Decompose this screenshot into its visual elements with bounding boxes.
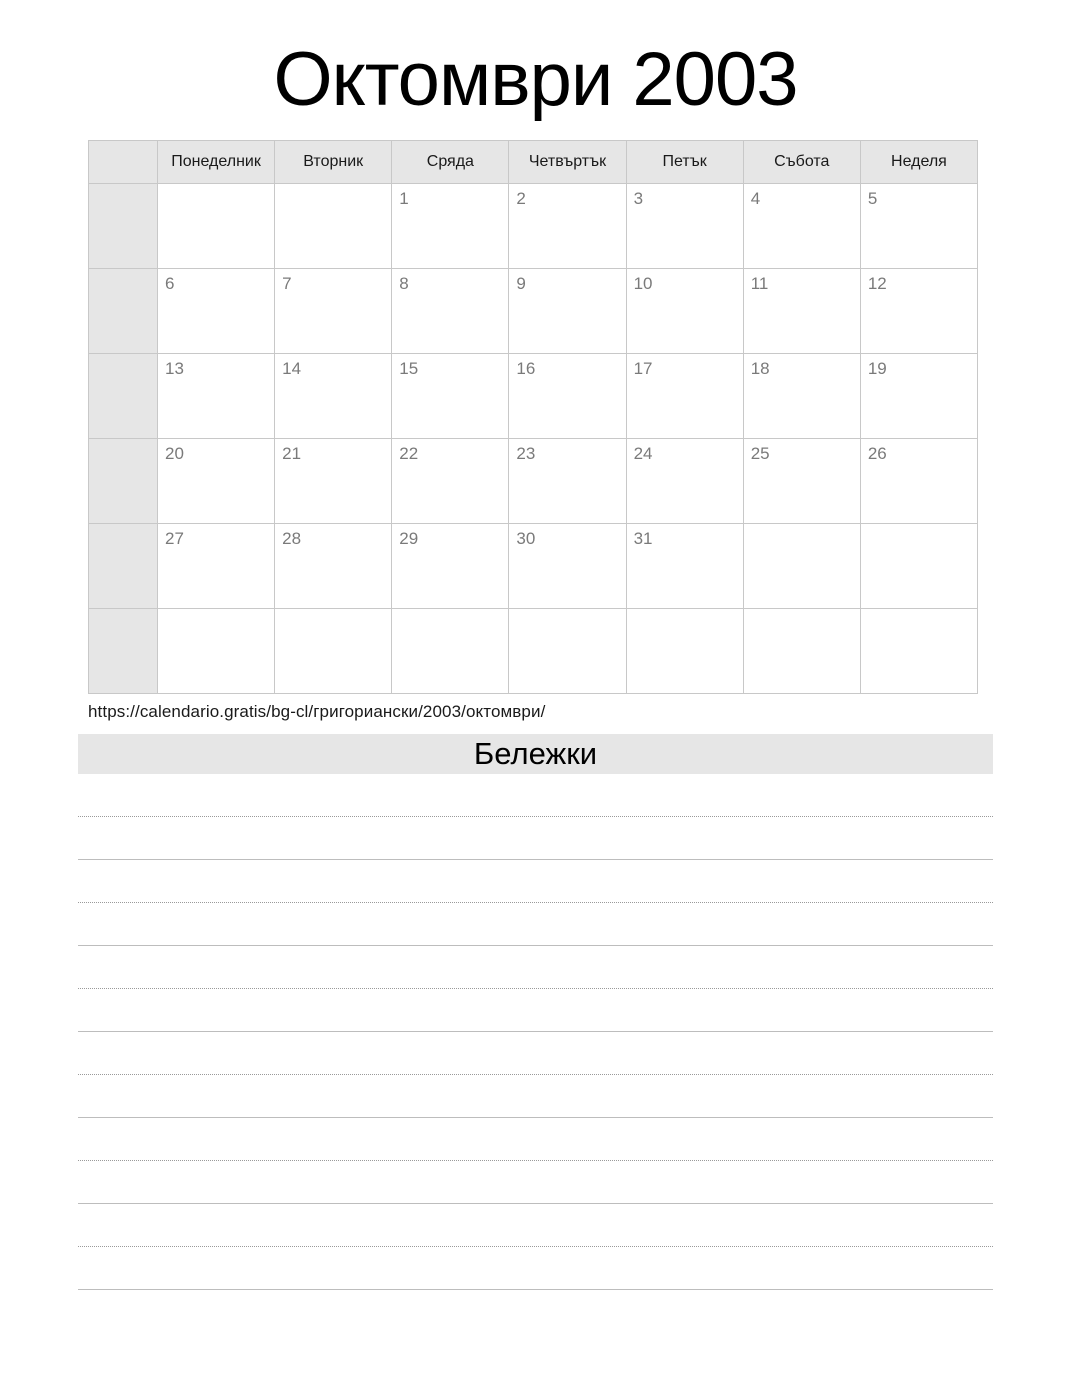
notes-line[interactable] [78,1075,993,1118]
day-number: 10 [633,274,653,293]
day-cell[interactable] [392,269,509,354]
day-cell[interactable] [392,184,509,269]
day-cell[interactable] [158,439,275,524]
day-cell[interactable] [626,439,743,524]
week-gutter-header [89,141,158,184]
calendar-week-row [89,184,978,269]
week-gutter-cell [89,524,158,609]
day-cell[interactable] [275,609,392,694]
day-cell[interactable] [743,269,860,354]
day-cell[interactable] [626,354,743,439]
day-cell[interactable] [158,524,275,609]
notes-line[interactable] [78,989,993,1032]
day-number: 26 [867,444,887,463]
day-number: 25 [750,444,770,463]
day-cell[interactable] [509,269,626,354]
day-number: 3 [633,189,644,208]
notes-line[interactable] [78,946,993,989]
day-number [158,184,274,190]
day-number: 31 [633,529,653,548]
calendar-container [88,140,978,694]
day-cell[interactable] [743,439,860,524]
day-number: 14 [282,359,302,378]
day-number: 23 [516,444,536,463]
day-number: 11 [750,274,769,293]
calendar-header-row [89,141,978,184]
day-number: 9 [516,274,526,293]
day-cell[interactable] [860,269,977,354]
day-number: 22 [399,444,419,463]
weekday-header-wednesday: Сряда [392,141,509,184]
day-cell[interactable] [158,354,275,439]
day-cell[interactable] [392,439,509,524]
day-number: 8 [399,274,409,293]
day-cell[interactable] [743,184,860,269]
day-number: 12 [867,274,887,293]
notes-line[interactable] [78,1247,993,1290]
day-cell[interactable] [275,269,392,354]
day-cell[interactable] [509,354,626,439]
notes-line[interactable] [78,1118,993,1161]
weekday-header-monday: Понеделник [158,141,275,184]
day-cell[interactable] [275,354,392,439]
day-number: 18 [750,359,770,378]
day-cell[interactable] [275,439,392,524]
day-cell[interactable] [743,609,860,694]
day-number: 28 [282,529,302,548]
day-number: 5 [867,189,878,208]
weekday-header-thursday: Четвъртък [509,141,626,184]
notes-line[interactable] [78,1204,993,1247]
day-cell[interactable] [509,184,626,269]
calendar-table [88,140,978,694]
day-number: 29 [399,529,419,548]
week-gutter-cell [89,269,158,354]
day-cell[interactable] [860,609,977,694]
notes-line[interactable] [78,903,993,946]
day-cell[interactable] [860,184,977,269]
day-cell[interactable] [509,524,626,609]
day-cell[interactable] [509,609,626,694]
day-cell[interactable] [860,354,977,439]
calendar-week-row [89,609,978,694]
week-gutter-cell [89,184,158,269]
day-number: 21 [282,444,302,463]
day-number: 2 [516,189,526,208]
page-title: Октомври 2003 [273,37,798,122]
day-number [392,609,508,615]
day-number: 13 [165,359,184,378]
source-url[interactable]: https://calendario.gratis/bg-cl/григориански/2003/октомври/ [88,702,546,721]
day-cell[interactable] [743,524,860,609]
day-number: 27 [165,529,184,548]
day-number: 1 [399,189,409,208]
day-number [861,524,977,530]
day-cell[interactable] [275,524,392,609]
day-number [861,609,977,615]
week-gutter-cell [89,609,158,694]
notes-line[interactable] [78,1161,993,1204]
day-number [744,524,860,530]
day-number: 30 [516,529,536,548]
notes-heading: Бележки [78,734,993,774]
calendar-week-row [89,439,978,524]
day-cell[interactable] [626,609,743,694]
day-cell[interactable] [743,354,860,439]
notes-line[interactable] [78,1032,993,1075]
day-number: 6 [165,274,175,293]
day-cell[interactable] [626,184,743,269]
day-number: 7 [282,274,292,293]
day-number: 17 [633,359,653,378]
weekday-header-friday: Петък [626,141,743,184]
day-cell[interactable] [392,609,509,694]
day-number [509,609,625,615]
day-cell[interactable] [860,439,977,524]
calendar-week-row [89,354,978,439]
notes-line[interactable] [78,774,993,817]
week-gutter-cell [89,354,158,439]
day-cell[interactable] [509,439,626,524]
day-number [275,184,391,190]
day-number: 20 [165,444,184,463]
day-cell[interactable] [392,354,509,439]
notes-line[interactable] [78,817,993,860]
day-cell[interactable] [158,609,275,694]
weekday-header-saturday: Събота [743,141,860,184]
day-cell[interactable] [626,269,743,354]
day-cell[interactable] [158,184,275,269]
calendar-week-row [89,524,978,609]
week-gutter-cell [89,439,158,524]
weekday-header-sunday: Неделя [860,141,977,184]
day-cell[interactable] [626,524,743,609]
day-number [158,609,274,615]
day-number: 19 [867,359,887,378]
day-number [627,609,743,615]
day-cell[interactable] [275,184,392,269]
day-number [744,609,860,615]
notes-line[interactable] [78,860,993,903]
calendar-week-row [89,269,978,354]
day-cell[interactable] [860,524,977,609]
day-cell[interactable] [392,524,509,609]
day-cell[interactable] [158,269,275,354]
weekday-header-tuesday: Вторник [275,141,392,184]
day-number: 4 [750,189,761,208]
day-number: 24 [633,444,653,463]
day-number [275,609,391,615]
day-number: 16 [516,359,536,378]
notes-area[interactable] [78,774,993,1290]
day-number: 15 [399,359,419,378]
